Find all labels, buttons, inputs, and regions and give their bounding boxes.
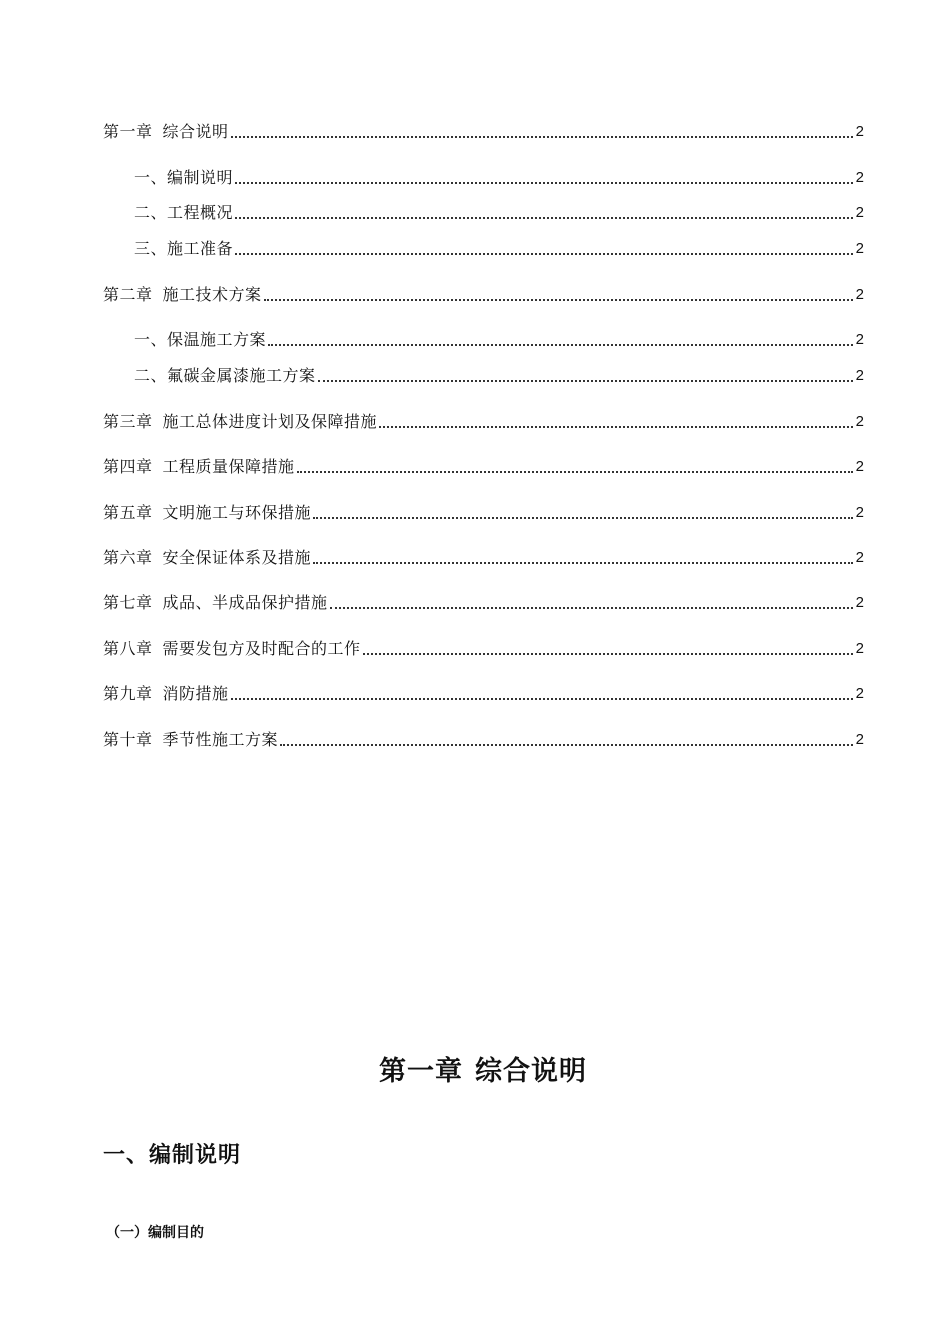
toc-entry-chapter-8[interactable] [103,638,864,660]
toc-page-number: 2 [855,367,864,384]
toc-page-number: 2 [855,458,864,475]
toc-leader-dots [318,380,853,382]
toc-leader-dots [313,517,853,519]
toc-entry-section-1-2[interactable] [134,202,864,224]
toc-entry-label: 二、氟碳金属漆施工方案 [134,366,316,385]
toc-entry-label: 二、工程概况 [134,203,234,222]
table-of-contents [103,0,864,760]
toc-leader-dots [379,426,853,428]
toc-leader-dots [330,607,853,609]
toc-entry-chapter-3[interactable] [103,411,864,433]
toc-entry-chapter-1[interactable] [103,121,864,143]
toc-leader-dots [363,653,853,655]
toc-page-number: 2 [855,286,864,303]
toc-page-number: 2 [855,413,864,430]
toc-entry-label: 第三章 施工总体进度计划及保障措施 [103,412,378,431]
toc-page-number: 2 [855,169,864,186]
toc-leader-dots [235,182,853,184]
toc-entry-label: 第十章 季节性施工方案 [103,730,279,749]
toc-entry-label: 第四章 工程质量保障措施 [103,457,295,476]
toc-entry-chapter-10[interactable] [103,729,864,751]
toc-entry-chapter-7[interactable] [103,592,864,614]
toc-entry-label: 第七章 成品、半成品保护措施 [103,593,328,612]
toc-entry-label: 三、施工准备 [134,239,234,258]
toc-entry-label: 一、保温施工方案 [134,330,267,349]
toc-entry-section-2-1[interactable] [134,329,864,351]
toc-page-number: 2 [855,331,864,348]
toc-entry-label: 第九章 消防措施 [103,684,229,703]
toc-entry-chapter-9[interactable] [103,683,864,705]
toc-page-number: 2 [855,549,864,566]
toc-page-number: 2 [855,204,864,221]
toc-leader-dots [268,344,853,346]
chapter-title-text: 综合说明 [475,1056,587,1087]
toc-page-number: 2 [855,731,864,748]
toc-leader-dots [297,471,853,473]
toc-entry-section-1-1[interactable] [134,167,864,189]
toc-page-number: 2 [855,640,864,657]
toc-entry-label: 第一章 综合说明 [103,122,229,141]
toc-entry-section-1-3[interactable] [134,238,864,260]
toc-entry-label: 第二章 施工技术方案 [103,285,262,304]
chapter-number: 第一章 [379,1056,463,1087]
toc-leader-dots [313,562,853,564]
toc-leader-dots [235,217,853,219]
toc-entry-chapter-6[interactable] [103,547,864,569]
toc-entry-label: 一、编制说明 [134,168,234,187]
toc-page-number: 2 [855,594,864,611]
toc-leader-dots [264,299,853,301]
toc-entry-label: 第八章 需要发包方及时配合的工作 [103,639,361,658]
toc-leader-dots [231,698,853,700]
toc-entry-label: 第六章 安全保证体系及措施 [103,548,312,567]
toc-leader-dots [231,136,853,138]
toc-entry-chapter-5[interactable] [103,502,864,524]
section-heading: 一、编制说明 [103,1143,242,1168]
toc-page-number: 2 [855,504,864,521]
toc-entry-section-2-2[interactable] [134,365,864,387]
chapter-heading [0,1052,950,1092]
toc-leader-dots [280,744,853,746]
subsection-heading: （一）编制目的 [106,1225,204,1241]
toc-entry-label: 第五章 文明施工与环保措施 [103,503,312,522]
toc-entry-chapter-2[interactable] [103,284,864,306]
toc-page-number: 2 [855,685,864,702]
toc-leader-dots [235,253,853,255]
toc-entry-chapter-4[interactable] [103,456,864,478]
toc-page-number: 2 [855,123,864,140]
toc-page-number: 2 [855,240,864,257]
